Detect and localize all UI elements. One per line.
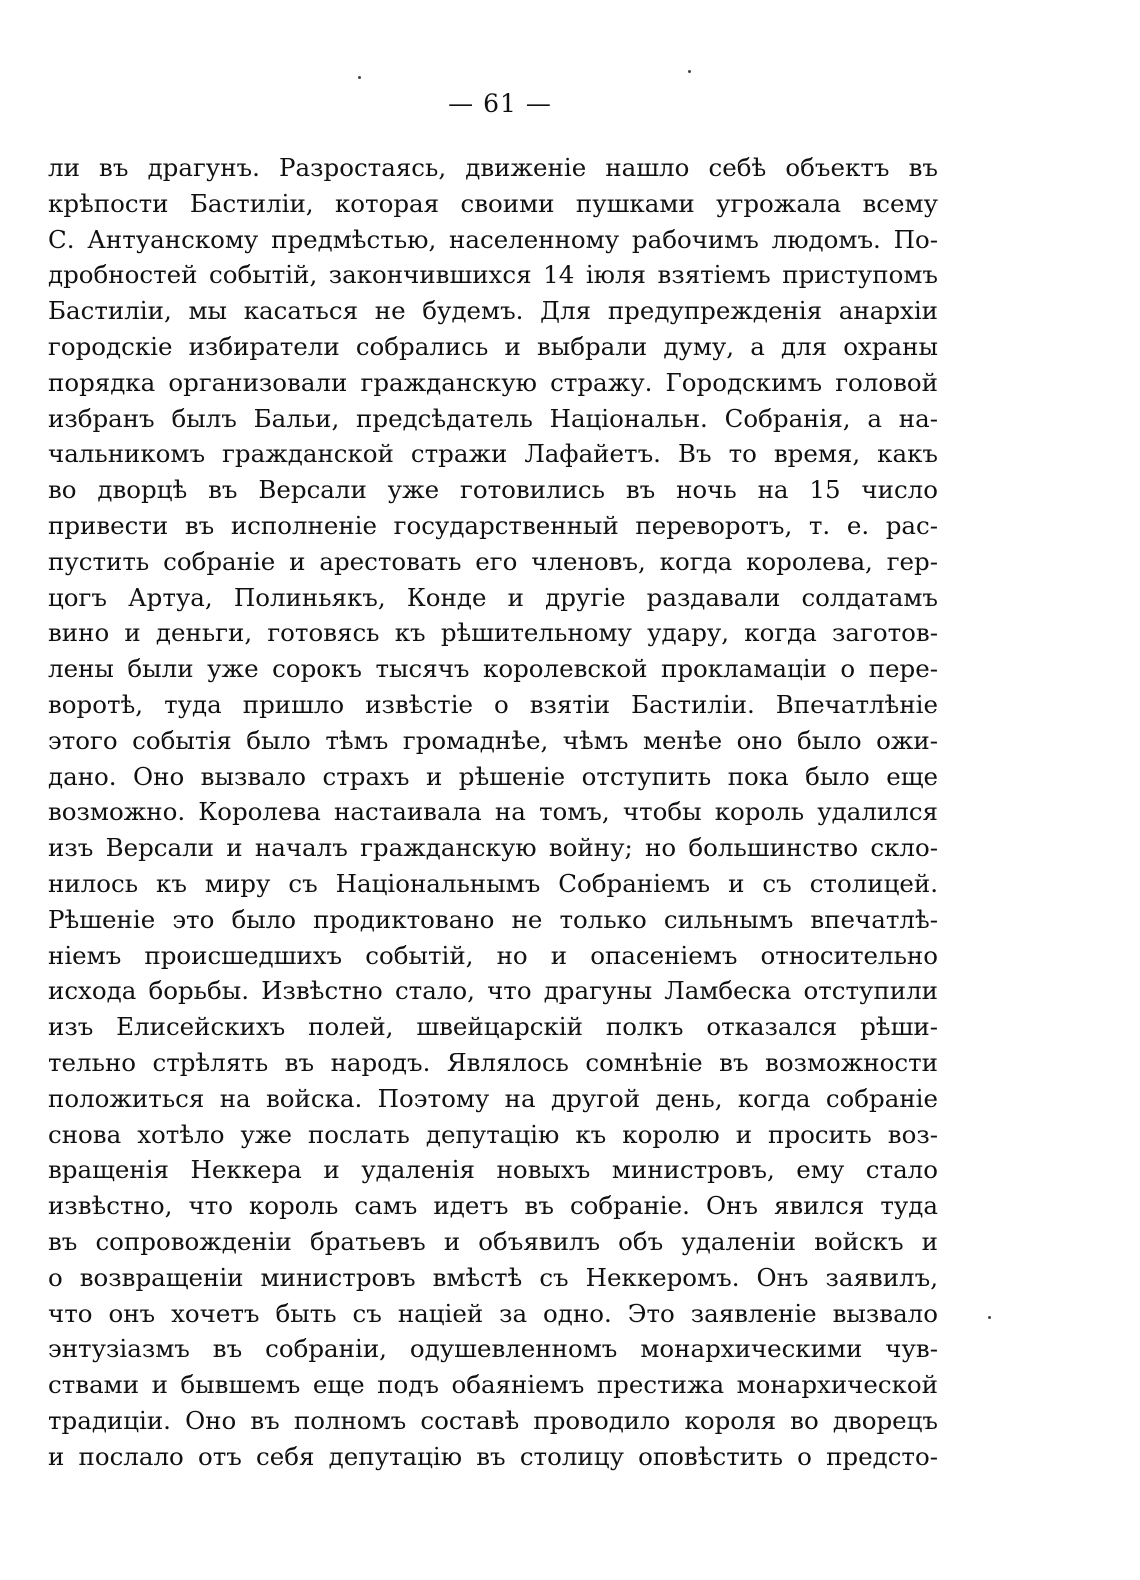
- text-line: крѣпости Бастиліи, которая своими пушками угрожала всему: [48, 188, 938, 218]
- print-speck: [358, 76, 361, 79]
- text-line: лены были уже сорокъ тысячъ королевской прокламаціи о пере-: [48, 654, 938, 684]
- print-speck: [988, 1316, 991, 1319]
- text-line: привести въ исполненіе государственный переворотъ, т. е. рас-: [48, 510, 938, 540]
- text-line: Рѣшеніе это было продиктовано не только сильнымъ впечатлѣ-: [48, 904, 938, 934]
- text-line: вино и деньги, готовясь къ рѣшительному удару, когда заготов-: [48, 618, 938, 648]
- text-line: чальникомъ гражданской стражи Лафайетъ. Въ то время, какъ: [48, 439, 938, 469]
- print-speck: [688, 70, 691, 73]
- text-line: С. Антуанскому предмѣстью, населенному рабочимъ людомъ. По-: [48, 224, 938, 254]
- text-line: изъ Елисейскихъ полей, швейцарскій полкъ отказался рѣши-: [48, 1012, 938, 1042]
- text-line: о возвращеніи министровъ вмѣстѣ съ Неккеромъ. Онъ заявилъ,: [48, 1262, 938, 1292]
- text-line: дробностей событій, закончившихся 14 іюля взятіемъ приступомъ: [48, 260, 938, 290]
- text-line: въ сопровожденіи братьевъ и объявилъ объ удаленіи войскъ и: [48, 1226, 938, 1256]
- text-line: порядка организовали гражданскую стражу. Городскимъ головой: [48, 367, 938, 397]
- text-line: ли въ драгунъ. Разростаясь, движеніе нашло себѣ объектъ въ: [48, 153, 938, 182]
- text-line: тельно стрѣлять въ народъ. Являлось сомнѣніе въ возможности: [48, 1047, 938, 1077]
- text-line: городскіе избиратели собрались и выбрали думу, а для охраны: [48, 331, 938, 361]
- text-line: и послало отъ себя депутацію въ столицу оповѣстить о предсто-: [48, 1441, 938, 1471]
- text-line: ніемъ происшедшихъ событій, но и опасеніемъ относительно: [48, 940, 938, 970]
- text-line: снова хотѣло уже послать депутацію къ королю и просить воз-: [48, 1119, 938, 1149]
- page-number: — 61 —: [448, 89, 552, 118]
- text-line: воротѣ, туда пришло извѣстіе о взятіи Бастиліи. Впечатлѣніе: [48, 689, 938, 719]
- text-line: дано. Оно вызвало страхъ и рѣшеніе отступить пока было еще: [48, 761, 938, 791]
- text-line: положиться на войска. Поэтому на другой день, когда собраніе: [48, 1083, 938, 1113]
- text-line: что онъ хочетъ быть съ націей за одно. Это заявленіе вызвало: [48, 1298, 938, 1328]
- text-line: энтузіазмъ въ собраніи, одушевленномъ монархическими чув-: [48, 1334, 938, 1364]
- text-line: изъ Версали и началъ гражданскую войну; но большинство скло-: [48, 833, 938, 863]
- text-line: нилось къ миру съ Національнымъ Собраніемъ и съ столицей.: [48, 868, 938, 898]
- text-line: цогъ Артуа, Полиньякъ, Конде и другіе раздавали солдатамъ: [48, 582, 938, 612]
- body-text: [48, 150, 938, 1474]
- text-line: во дворцѣ въ Версали уже готовились въ ночь на 15 число: [48, 475, 938, 505]
- text-line: вращенія Неккера и удаленія новыхъ министровъ, ему стало: [48, 1155, 938, 1185]
- text-line: извѣстно, что король самъ идетъ въ собраніе. Онъ явился туда: [48, 1191, 938, 1221]
- text-line: пустить собраніе и арестовать его членовъ, когда королева, гер-: [48, 546, 938, 576]
- text-line: Бастиліи, мы касаться не будемъ. Для предупрежденія анархіи: [48, 296, 938, 326]
- text-line: возможно. Королева настаивала на томъ, чтобы король удалился: [48, 797, 938, 827]
- text-line: ствами и бывшемъ еще подъ обаяніемъ престижа монархической: [48, 1370, 938, 1400]
- text-line: этого событія было тѣмъ громаднѣе, чѣмъ менѣе оно было ожи-: [48, 725, 938, 755]
- text-line: исхода борьбы. Извѣстно стало, что драгуны Ламбеска отступили: [48, 976, 938, 1006]
- text-line: традиціи. Оно въ полномъ составѣ проводило короля во дворецъ: [48, 1405, 938, 1435]
- text-line: избранъ былъ Бальи, предсѣдатель Національн. Собранія, а на-: [48, 403, 938, 433]
